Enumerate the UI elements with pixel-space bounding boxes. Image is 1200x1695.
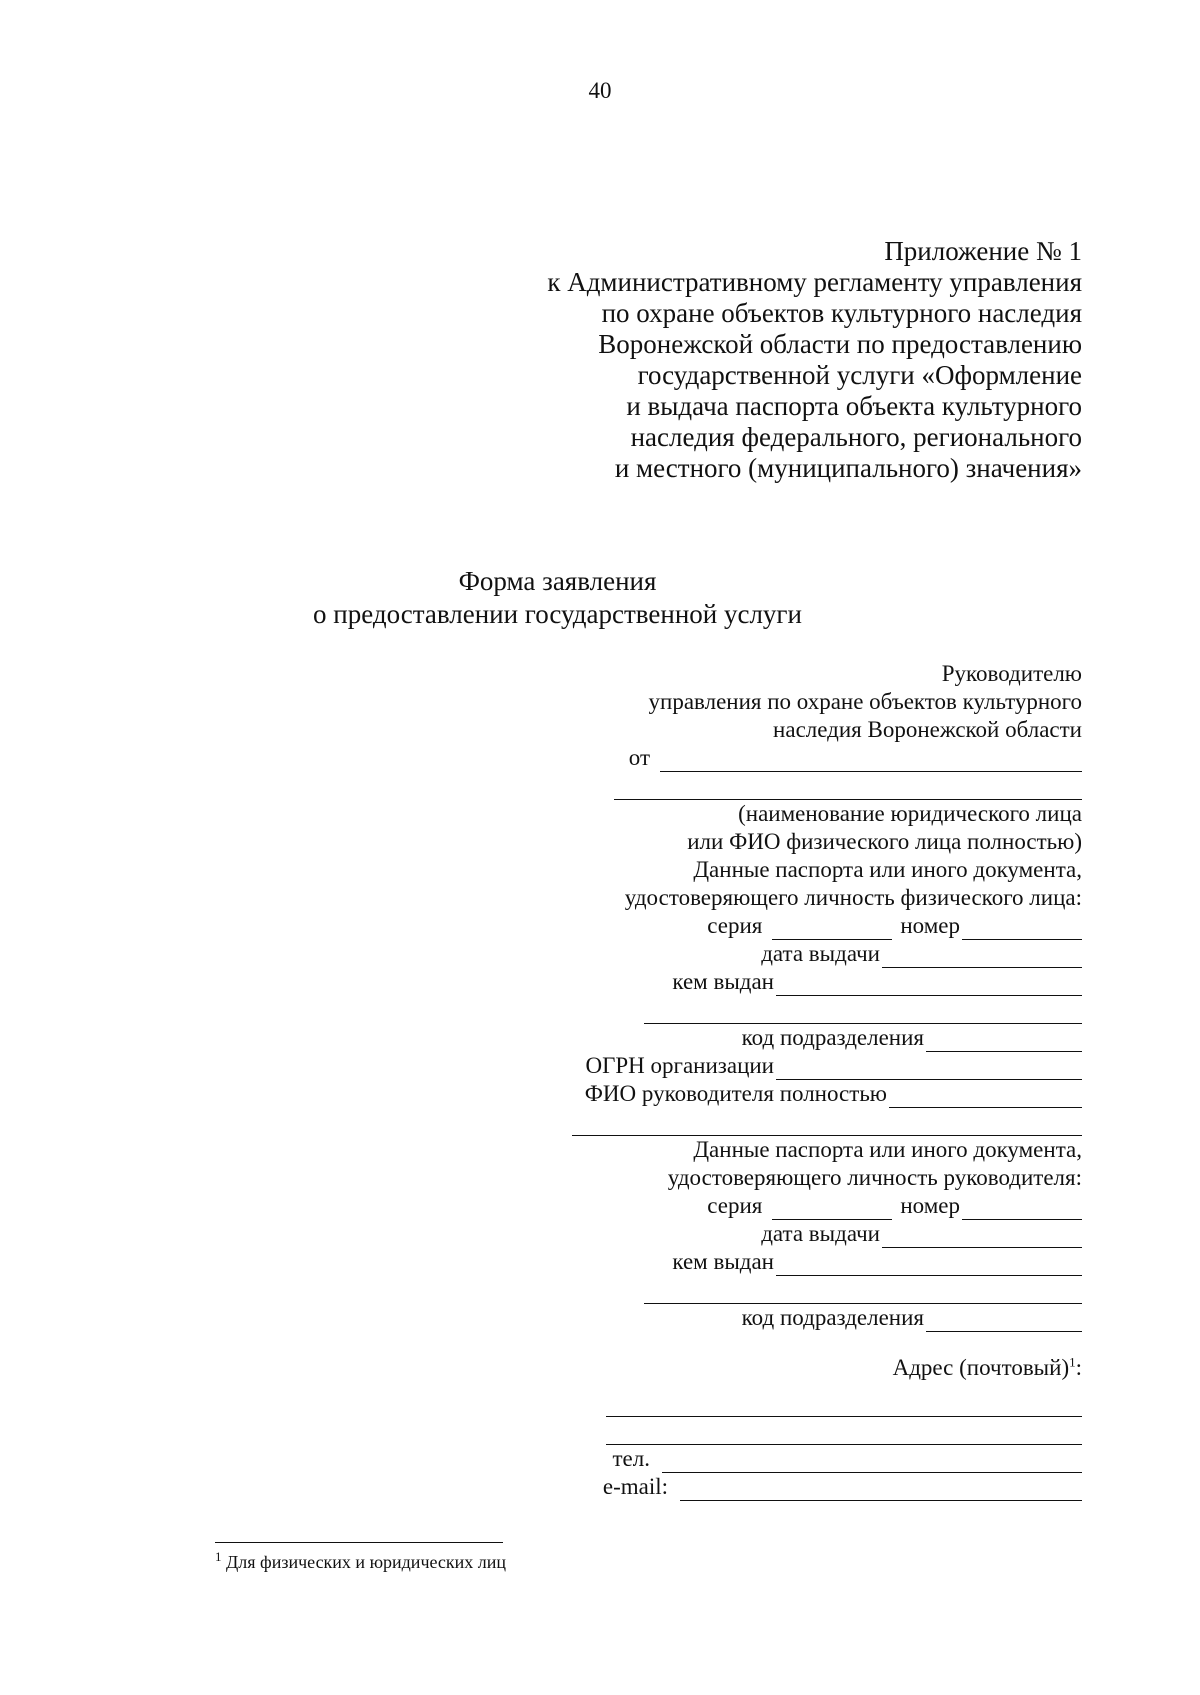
from-row (522, 744, 1082, 772)
head-division-code-row (522, 1304, 1082, 1332)
person-series-field[interactable] (772, 919, 892, 940)
from-field-continuation[interactable] (614, 772, 1082, 800)
person-number-field[interactable] (962, 919, 1082, 940)
head-issued-by-row (522, 1248, 1082, 1276)
footnote-text: Для физических и юридических лиц (226, 1552, 507, 1572)
footnote (215, 1549, 507, 1573)
issue-date-label: дата выдачи (761, 941, 880, 966)
name-hint-1: (наименование юридического лица (738, 801, 1082, 826)
person-doc-heading-1: Данные паспорта или иного документа, (693, 857, 1082, 882)
from-label: от (628, 745, 650, 770)
ogrn-label: ОГРН организации (585, 1053, 774, 1078)
name-hint-2: или ФИО физического лица полностью) (687, 829, 1082, 854)
person-issued-by-row (522, 968, 1082, 996)
division-code-label: код подразделения (741, 1305, 924, 1330)
head-series-number-row (522, 1192, 1082, 1220)
address-label-row (522, 1354, 1082, 1382)
person-issue-date-field[interactable] (882, 947, 1082, 968)
address-colon: : (1075, 1355, 1082, 1380)
address-field-line-1[interactable] (606, 1382, 1082, 1417)
appendix-line: и местного (муниципального) значения» (614, 453, 1082, 483)
email-label: e-mail: (602, 1474, 668, 1499)
appendix-line: Приложение № 1 (884, 236, 1082, 266)
form-title (0, 565, 1200, 631)
footnote-mark: 1 (215, 1549, 222, 1564)
head-issued-by-continuation[interactable] (644, 1276, 1082, 1304)
phone-field[interactable] (662, 1452, 1082, 1473)
head-number-field[interactable] (962, 1199, 1082, 1220)
appendix-line: и выдача паспорта объекта культурного (626, 391, 1082, 421)
person-issued-by-continuation[interactable] (644, 996, 1082, 1024)
form-title-line-1: Форма заявления (458, 566, 657, 596)
appendix-line: государственной услуги «Оформление (637, 360, 1082, 390)
footnote-separator (215, 1542, 503, 1543)
email-field[interactable] (680, 1480, 1082, 1501)
appendix-header (547, 236, 1082, 484)
phone-row (522, 1445, 1082, 1473)
person-issue-date-row (522, 940, 1082, 968)
appendix-line: к Административному регламенту управления (547, 267, 1082, 297)
series-label: серия (707, 1193, 763, 1218)
page-number: 40 (588, 78, 612, 103)
ogrn-field[interactable] (776, 1059, 1082, 1080)
address-label: Адрес (почтовый) (892, 1355, 1070, 1380)
ogrn-row (522, 1052, 1082, 1080)
appendix-line: по охране объектов культурного наследия (601, 298, 1082, 328)
appendix-line: Воронежской области по предоставлению (598, 329, 1082, 359)
person-division-code-field[interactable] (926, 1031, 1082, 1052)
division-code-label: код подразделения (741, 1025, 924, 1050)
addressee-line-1: Руководителю (941, 661, 1082, 686)
addressee-block (522, 660, 1082, 1501)
issued-by-label: кем выдан (672, 969, 774, 994)
phone-label: тел. (612, 1446, 650, 1471)
head-doc-heading-1: Данные паспорта или иного документа, (693, 1137, 1082, 1162)
issued-by-label: кем выдан (672, 1249, 774, 1274)
number-label: номер (900, 913, 960, 938)
address-field-line-2[interactable] (606, 1417, 1082, 1445)
head-issue-date-row (522, 1220, 1082, 1248)
issue-date-label: дата выдачи (761, 1221, 880, 1246)
series-label: серия (707, 913, 763, 938)
person-division-code-row (522, 1024, 1082, 1052)
head-issued-by-field[interactable] (776, 1255, 1082, 1276)
from-field[interactable] (660, 751, 1082, 772)
head-name-label: ФИО руководителя полностью (584, 1081, 887, 1106)
email-row (522, 1473, 1082, 1501)
head-name-row (522, 1080, 1082, 1108)
head-division-code-field[interactable] (926, 1311, 1082, 1332)
head-name-field[interactable] (889, 1087, 1082, 1108)
number-label: номер (900, 1193, 960, 1218)
person-issued-by-field[interactable] (776, 975, 1082, 996)
person-series-number-row (522, 912, 1082, 940)
address-footnote-mark: 1 (1069, 1354, 1076, 1370)
head-series-field[interactable] (772, 1199, 892, 1220)
appendix-line: наследия федерального, регионального (630, 422, 1082, 452)
head-issue-date-field[interactable] (882, 1227, 1082, 1248)
addressee-line-3: наследия Воронежской области (773, 717, 1082, 742)
form-title-line-2: о предоставлении государственной услуги (313, 599, 802, 629)
head-name-continuation[interactable] (572, 1108, 1082, 1136)
head-doc-heading-2: удостоверяющего личность руководителя: (667, 1165, 1082, 1190)
person-doc-heading-2: удостоверяющего личность физического лица: (624, 885, 1082, 910)
addressee-line-2: управления по охране объектов культурного (648, 689, 1082, 714)
